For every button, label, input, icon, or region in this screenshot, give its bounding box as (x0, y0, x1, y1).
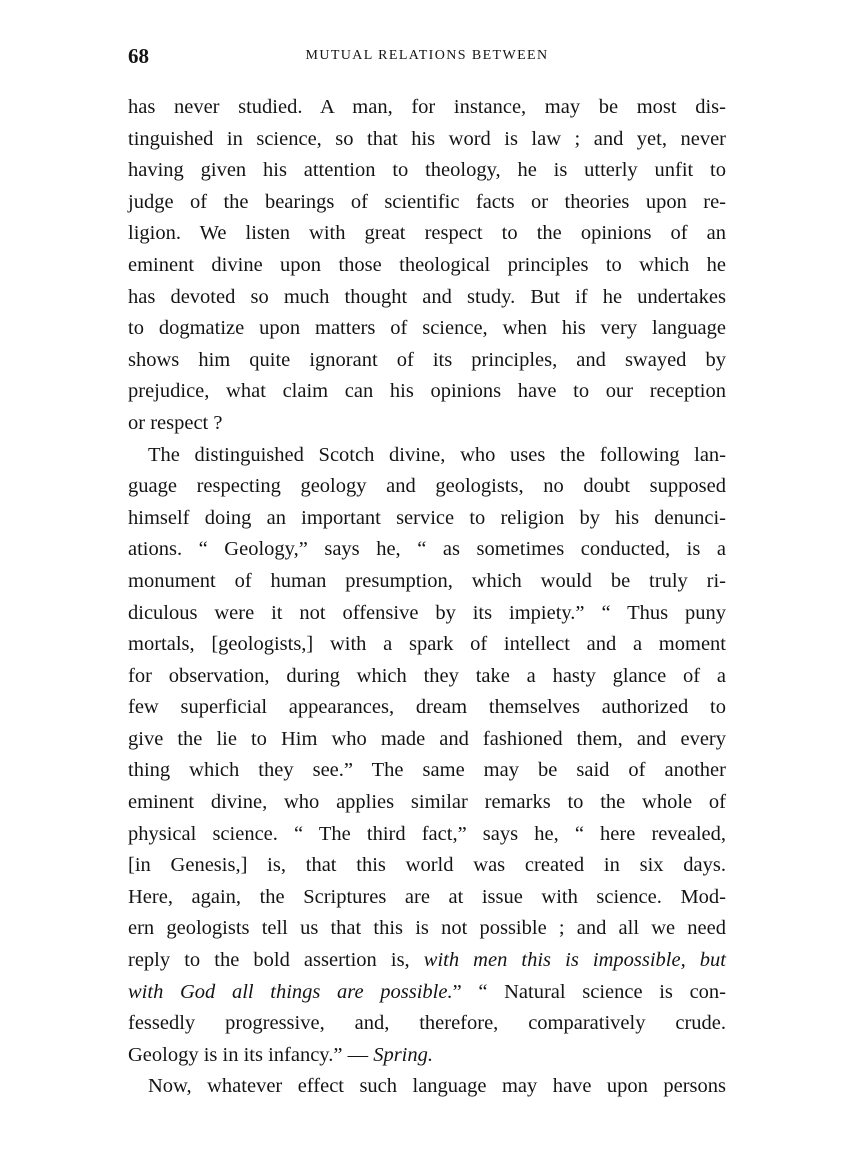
text-line: monument of human presumption, which would be truly ri- (128, 569, 726, 592)
text-line: ligion. We listen with great respect to the opinions of an (128, 222, 726, 245)
text-line: [in Genesis,] is, that this world was created in six days. (128, 854, 726, 877)
text-line-with-italic (128, 977, 726, 1009)
italic-source: Spring. (373, 1043, 434, 1066)
text-line: tinguished in science, so that his word is law ; and yet, never (128, 127, 726, 150)
text-line: diculous were it not offensive by its impiety.” “ Thus puny (128, 601, 726, 624)
text-line: few superficial appearances, dream themselves authorized to (128, 696, 726, 719)
text-line: for observation, during which they take a hasty glance of a (128, 664, 726, 687)
text-line: having given his attention to theology, he is utterly unfit to (128, 159, 726, 182)
text-line: has never studied. A man, for instance, may be most dis- (128, 96, 726, 118)
page-header (128, 44, 726, 74)
italic-quotation: with men this is impossible, but (423, 949, 726, 972)
running-title: MUTUAL RELATIONS BETWEEN (305, 48, 549, 63)
text-line: shows him quite ignorant of its principles, and swayed by (128, 348, 726, 371)
text-line: prejudice, what claim can his opinions have to our reception (128, 380, 726, 403)
paragraph-first-line: Now, whatever effect such language may have upon persons (148, 1075, 726, 1098)
roman-text: Geology is in its infancy.” — (128, 1043, 374, 1066)
text-line: eminent divine upon those theological principles to which he (128, 253, 726, 276)
text-line: give the lie to Him who made and fashioned them, and every (128, 727, 726, 750)
text-line-with-italic (128, 1040, 726, 1072)
text-line: or respect ? (128, 411, 223, 434)
text-line: fessedly progressive, and, therefore, comparatively crude. (128, 1012, 726, 1035)
text-line: ations. “ Geology,” says he, “ as sometimes conducted, is a (128, 538, 726, 561)
roman-text: ” “ Natural science is con- (452, 980, 726, 1003)
text-line-with-italic (128, 945, 726, 977)
text-line: has devoted so much thought and study. But if he undertakes (128, 285, 726, 308)
text-line: to dogmatize upon matters of science, when his very language (128, 317, 726, 340)
roman-text: reply to the bold assertion is, (128, 949, 424, 972)
text-line: mortals, [geologists,] with a spark of intellect and a moment (128, 633, 726, 656)
text-line: ern geologists tell us that this is not possible ; and all we need (128, 917, 726, 940)
text-line: physical science. “ The third fact,” says he, “ here revealed, (128, 822, 726, 845)
text-line: guage respecting geology and geologists, no doubt supposed (128, 475, 726, 498)
paragraph-first-line: The distinguished Scotch divine, who uses the following lan- (148, 443, 726, 466)
italic-quotation: with God all things are possible. (128, 980, 453, 1003)
text-line: judge of the bearings of scientific facts or theories upon re- (128, 190, 726, 213)
page-number: 68 (128, 44, 149, 68)
body-text (128, 92, 726, 1103)
text-line: Here, again, the Scriptures are at issue with science. Mod- (128, 885, 726, 908)
text-line: eminent divine, who applies similar remarks to the whole of (128, 791, 726, 814)
text-line: himself doing an important service to religion by his denunci- (128, 506, 726, 529)
text-line: thing which they see.” The same may be said of another (128, 759, 726, 782)
